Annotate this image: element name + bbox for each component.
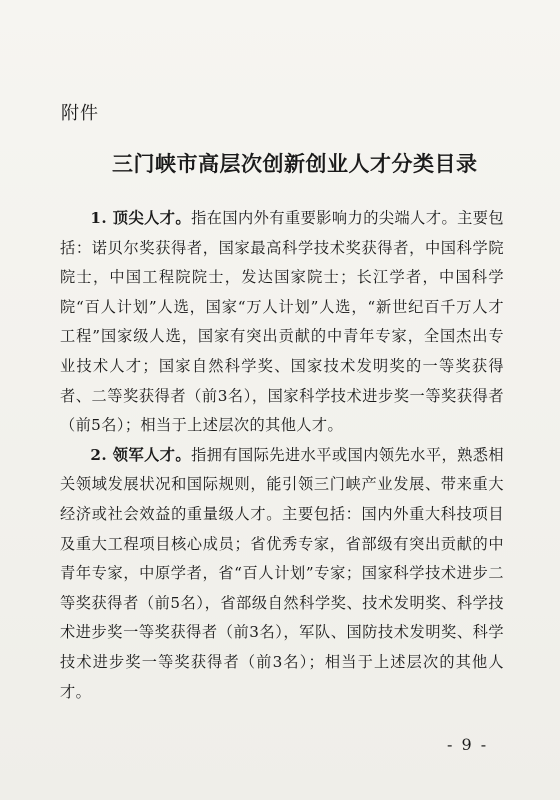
page-number: - 9 -	[447, 735, 489, 754]
paragraph-text: 指在国内外有重要影响力的尖端人才。主要包括：诺贝尔奖获得者，国家最高科学技术奖获得者，中国科学院院士，中国工程院院士，发达国家院士；长江学者，中国科学院“百人计划”人选，国家“万人计划”人选，“新世纪百千万人才工程”国家级人选，国家有突出贡献的中青年专家，全国杰出专业技术人才；国家自然科学奖、国家技术发明奖的一等奖获得者、二等奖获得者（前3名），国家科学技术进步奖一等奖获得者（前5名）；相当于上述层次的其他人才。	[60, 209, 505, 435]
document-title: 三门峡市高层次创新创业人才分类目录	[112, 151, 478, 176]
attachment-label: 附件	[61, 103, 99, 124]
paragraph-heading: 2. 领军人才。	[90, 445, 192, 464]
document-body	[60, 204, 504, 707]
paragraph-heading: 1. 顶尖人才。	[90, 209, 192, 227]
paragraph-top-talent	[60, 204, 504, 441]
paragraph-text: 指拥有国际先进水平或国内领先水平，熟悉相关领域发展状况和国际规则，能引领三门峡产业发展、带来重大经济或社会效益的重量级人才。主要包括：国内外重大科技项目及重大工程项目核心成员；省优秀专家，省部级有突出贡献的中青年专家，中原学者，省“百人计划”专家；国家科学技术进步二等奖获得者（前5名），省部级自然科学奖、技术发明奖、科学技术进步奖一等奖获得者（前3名），军队、国防技术发明奖、科学技术进步奖一等奖获得者（前3名）；相当于上述层次的其他人才。	[60, 445, 505, 701]
paragraph-leading-talent	[60, 441, 504, 707]
